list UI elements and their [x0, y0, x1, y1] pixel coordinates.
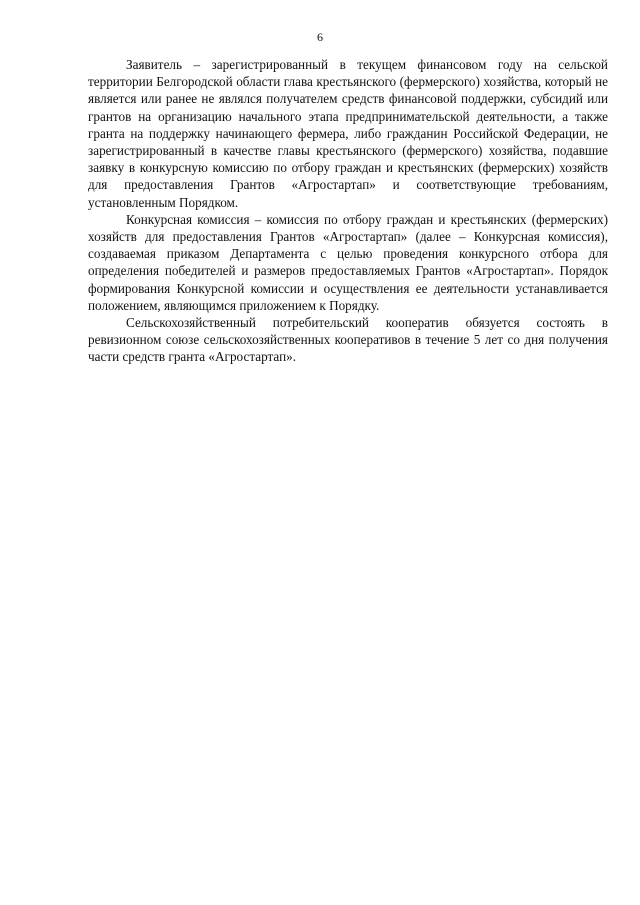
paragraph-audit-union: Сельскохозяйственный потребительский кооператив обязуется состоять в ревизионном союзе сельскохозяйственных кооперативов в течение 5 лет со дня получения части средств гранта «Агростартап». [88, 315, 608, 365]
paragraph-applicant-definition: Заявитель – зарегистрированный в текущем финансовом году на сельской территории Белгородской области глава крестьянского (фермерского) хозяйства, который не является или ранее не являлся получателем средств финансовой поддержки, субсидий или грантов на организацию начального этапа предпринимательской деятельности, а также гранта на поддержку начинающего фермера, либо гражданин Российской Федерации, не зарегистрированный в качестве главы крестьянского (фермерского) хозяйства, подавшие заявку в конкурсную комиссию по отбору граждан и крестьянских (фермерских) хозяйств для предоставления Грантов «Агростартап» и соответствующие требованиям, установленным Порядком. [88, 57, 608, 210]
document-body [88, 56, 608, 366]
paragraph-competition-commission: Конкурсная комиссия – комиссия по отбору граждан и крестьянских (фермерских) хозяйств для предоставления Грантов «Агростартап» (далее – Конкурсная комиссия), создаваемая приказом Департамента с целью проведения конкурсного отбора для определения победителей и размеров предоставляемых Грантов «Агростартап». Порядок формирования Конкурсной комиссии и осуществления ее деятельности устанавливается положением, являющимся приложением к Порядку. [88, 211, 608, 313]
page-number: 6 [317, 30, 323, 44]
